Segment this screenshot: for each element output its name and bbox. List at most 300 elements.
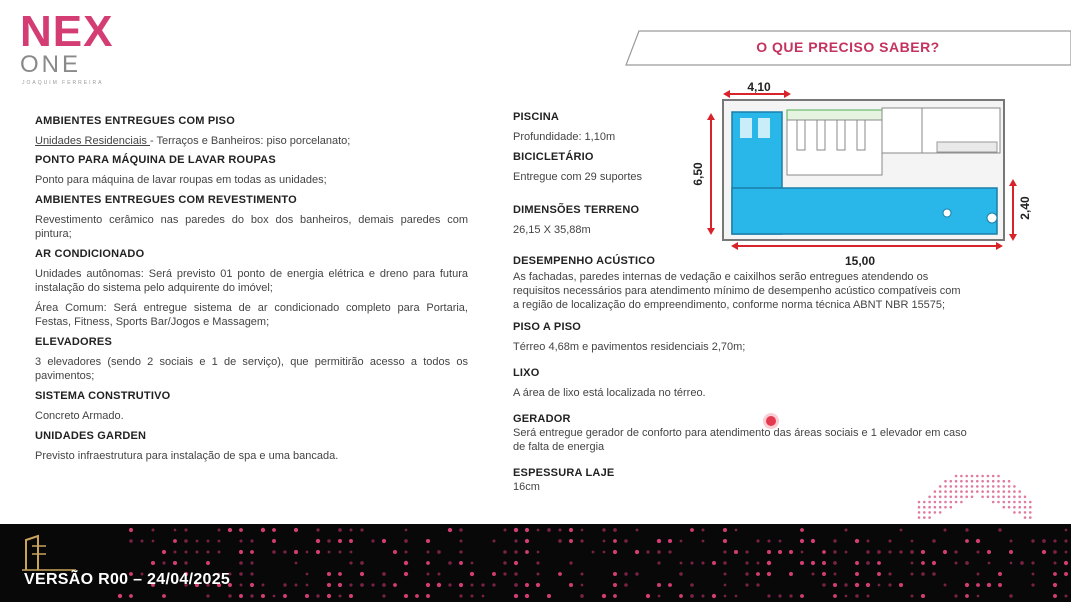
halftone-dot: [603, 540, 606, 543]
halftone-dot: [960, 480, 963, 483]
halftone-dot: [459, 583, 463, 587]
link-unidades-residenciais: Unidades Residenciais: [35, 135, 150, 147]
halftone-dot: [492, 572, 496, 576]
text-elevadores: 3 elevadores (sendo 2 sociais e 1 de serviço), que permitirão acesso a todos os pavimentos;: [35, 356, 468, 382]
halftone-dot: [971, 475, 974, 478]
halftone-dot: [503, 561, 506, 564]
halftone-dot: [525, 583, 529, 587]
halftone-dot: [767, 572, 771, 576]
pool-lounger: [740, 118, 752, 138]
halftone-dot: [1024, 496, 1027, 499]
halftone-dot: [1053, 550, 1057, 554]
halftone-dot: [1018, 496, 1021, 499]
halftone-dot: [460, 540, 463, 543]
halftone-dot: [360, 583, 364, 587]
halftone-dot: [992, 496, 995, 499]
halftone-dot: [833, 583, 837, 587]
halftone-dot: [1065, 551, 1068, 554]
halftone-dot: [250, 561, 253, 564]
halftone-dot: [349, 594, 353, 598]
dim-label-left: 6,50: [692, 162, 705, 186]
halftone-dot: [955, 562, 958, 565]
halftone-dot: [988, 562, 991, 565]
halftone-dot: [657, 550, 661, 554]
heading-ar-condicionado: AR CONDICIONADO: [35, 248, 145, 260]
halftone-dot: [992, 475, 995, 478]
halftone-dot: [349, 561, 352, 564]
halftone-dot: [950, 480, 953, 483]
halftone-dot: [162, 561, 165, 564]
halftone-dot: [877, 572, 881, 576]
halftone-dot: [327, 539, 330, 542]
heading-lixo: LIXO: [513, 367, 540, 379]
halftone-dot: [404, 572, 408, 576]
halftone-dot: [613, 583, 617, 587]
halftone-dot: [1008, 506, 1011, 509]
halftone-dot: [327, 583, 331, 587]
halftone-dot: [987, 475, 990, 478]
halftone-dot: [218, 529, 221, 532]
halftone-dot: [404, 539, 408, 543]
halftone-dot: [944, 506, 947, 509]
halftone-dot: [250, 583, 254, 587]
halftone-dot: [981, 475, 984, 478]
halftone-dot: [789, 550, 793, 554]
halftone-dot: [911, 562, 914, 565]
halftone-dot: [261, 594, 265, 598]
halftone-dot: [918, 511, 921, 514]
halftone-dot: [822, 550, 826, 554]
halftone-dot: [855, 594, 859, 598]
heading-revestimento: AMBIENTES ENTREGUES COM REVESTIMENTO: [35, 194, 297, 206]
halftone-dot: [1003, 480, 1006, 483]
halftone-dot: [976, 583, 980, 587]
halftone-dot: [690, 594, 694, 598]
halftone-dot: [965, 490, 968, 493]
halftone-dot: [723, 550, 726, 553]
halftone-dot: [306, 551, 309, 554]
halftone-dot: [1031, 539, 1034, 542]
halftone-dot: [977, 573, 980, 576]
halftone-dot: [295, 584, 298, 587]
halftone-dot: [316, 594, 319, 597]
text-espessura-laje: 16cm: [513, 481, 540, 493]
halftone-dot: [1008, 480, 1011, 483]
halftone-dot: [992, 490, 995, 493]
halftone-dot: [470, 572, 474, 576]
halftone-dot: [939, 485, 942, 488]
text-gerador: Será entregue gerador de conforto para atendimento das áreas sociais e 1 elevador em caso de falta de energia: [513, 427, 967, 453]
halftone-dot: [866, 561, 870, 565]
halftone-dot: [950, 501, 953, 504]
halftone-dot: [503, 528, 506, 531]
halftone-dot: [613, 572, 617, 576]
halftone-dot: [558, 572, 562, 576]
halftone-dot: [1013, 511, 1016, 514]
decorative-halftone-mark: [915, 472, 1035, 522]
left-column: [35, 114, 468, 463]
halftone-dot: [923, 506, 926, 509]
halftone-dot: [218, 540, 221, 543]
halftone-dot: [141, 540, 144, 543]
halftone-dot: [800, 561, 804, 565]
halftone-dot: [239, 594, 243, 598]
heading-ambientes-piso: AMBIENTES ENTREGUES COM PISO: [35, 115, 235, 127]
halftone-dot: [934, 506, 937, 509]
halftone-dot: [800, 528, 804, 532]
halftone-dot: [934, 501, 937, 504]
halftone-dot: [932, 561, 936, 565]
halftone-dot: [184, 539, 188, 543]
halftone-dot: [624, 572, 627, 575]
halftone-dot: [950, 496, 953, 499]
halftone-dot: [976, 539, 980, 543]
halftone-dot: [503, 572, 506, 575]
halftone-dot: [723, 528, 727, 532]
footer-halftone-pattern: [0, 524, 1071, 602]
halftone-dot: [1009, 594, 1012, 597]
halftone-dot: [1013, 506, 1016, 509]
halftone-dot: [426, 561, 430, 565]
halftone-dot: [834, 573, 837, 576]
halftone-dot: [239, 550, 243, 554]
halftone-dot: [997, 490, 1000, 493]
halftone-dot: [965, 594, 969, 598]
halftone-dot: [822, 583, 825, 586]
footer-company-logo: [20, 534, 80, 574]
halftone-dot: [448, 528, 452, 532]
halftone-dot: [944, 490, 947, 493]
halftone-dot: [932, 539, 936, 543]
halftone-dot: [151, 561, 155, 565]
halftone-dot: [503, 550, 507, 554]
plan-garden-strip: [787, 110, 882, 120]
halftone-dot: [338, 539, 342, 543]
halftone-dot: [668, 583, 672, 587]
halftone-dot: [844, 528, 847, 531]
halftone-dot: [1031, 583, 1034, 586]
halftone-dot: [613, 594, 617, 598]
halftone-dot: [855, 583, 859, 587]
halftone-dot: [950, 506, 953, 509]
halftone-dot: [1029, 511, 1032, 514]
text-ar-unidades: Unidades autônomas: Será previsto 01 ponto de energia elétrica e dreno para futura instalação do sistema pelo adquirente do imóvel;: [35, 268, 468, 294]
halftone-dot: [250, 594, 253, 597]
halftone-dot: [992, 485, 995, 488]
halftone-dot: [1029, 516, 1032, 519]
halftone-dot: [536, 561, 539, 564]
halftone-dot: [965, 528, 968, 531]
halftone-dot: [1013, 490, 1016, 493]
halftone-dot: [195, 550, 198, 553]
halftone-dot: [657, 539, 661, 543]
text-ambientes-piso: [35, 134, 468, 148]
halftone-dot: [152, 529, 155, 532]
halftone-dot: [928, 511, 931, 514]
halftone-dot: [976, 480, 979, 483]
halftone-dot: [756, 583, 759, 586]
halftone-dot: [965, 539, 969, 543]
halftone-dot: [404, 561, 408, 565]
halftone-dot: [415, 594, 419, 598]
halftone-dot: [129, 594, 133, 598]
halftone-dot: [900, 529, 903, 532]
halftone-dot: [129, 528, 133, 532]
plan-room-right: [882, 108, 922, 153]
halftone-dot: [1031, 561, 1034, 564]
halftone-dot: [613, 528, 617, 532]
halftone-dot: [1020, 561, 1024, 565]
halftone-dot: [778, 594, 781, 597]
halftone-dot: [855, 539, 859, 543]
halftone-dot: [536, 572, 539, 575]
halftone-dot: [789, 594, 792, 597]
halftone-dot: [184, 528, 187, 531]
halftone-dot: [580, 594, 584, 598]
halftone-dot: [943, 550, 947, 554]
halftone-dot: [1053, 594, 1057, 598]
halftone-dot: [173, 539, 177, 543]
halftone-dot: [928, 516, 931, 519]
logo-main-text: NEX: [20, 7, 114, 56]
halftone-dot: [971, 480, 974, 483]
halftone-dot: [899, 583, 903, 587]
halftone-dot: [514, 594, 518, 598]
halftone-dot: [283, 583, 286, 586]
halftone-dot: [437, 550, 441, 554]
text-dimensoes-terreno: 26,15 X 35,88m: [513, 224, 591, 236]
halftone-dot: [911, 595, 914, 598]
halftone-dot: [162, 550, 166, 554]
dim-arrow: [1009, 234, 1017, 241]
halftone-dot: [569, 528, 573, 532]
halftone-dot: [1024, 501, 1027, 504]
pool-fixture: [943, 209, 951, 217]
halftone-dot: [250, 550, 254, 554]
halftone-dot: [955, 485, 958, 488]
halftone-dot: [928, 496, 931, 499]
halftone-dot: [1003, 490, 1006, 493]
halftone-dot: [646, 594, 650, 598]
halftone-dot: [328, 551, 331, 554]
halftone-dot: [811, 572, 814, 575]
halftone-dot: [745, 561, 748, 564]
halftone-dot: [250, 572, 253, 575]
halftone-dot: [228, 528, 232, 532]
halftone-dot: [239, 561, 243, 565]
halftone-dot: [525, 539, 529, 543]
halftone-dot: [1013, 501, 1016, 504]
halftone-dot: [724, 584, 727, 587]
halftone-dot: [162, 594, 166, 598]
halftone-dot: [404, 550, 407, 553]
text-piscina: Profundidade: 1,10m: [513, 131, 616, 143]
halftone-dot: [735, 595, 738, 598]
halftone-dot: [580, 572, 583, 575]
halftone-dot: [944, 501, 947, 504]
text-unidades-garden: Previsto infraestrutura para instalação de spa e uma bancada.: [35, 450, 339, 462]
halftone-dot: [382, 572, 386, 576]
dim-arrow: [731, 242, 738, 250]
dim-arrow: [784, 90, 791, 98]
halftone-dot: [272, 539, 276, 543]
halftone-dot: [680, 562, 683, 565]
halftone-dot: [306, 573, 309, 576]
halftone-dot: [918, 501, 921, 504]
halftone-dot: [174, 529, 177, 532]
halftone-dot: [635, 550, 639, 554]
halftone-dot: [735, 529, 738, 532]
halftone-dot: [992, 501, 995, 504]
halftone-dot: [295, 562, 298, 565]
halftone-dot: [1003, 506, 1006, 509]
halftone-dot: [327, 594, 331, 598]
halftone-dot: [581, 584, 584, 587]
halftone-dot: [745, 572, 748, 575]
text-ambientes-piso-detail: - Terraços e Banheiros: piso porcelanato;: [149, 135, 351, 147]
halftone-dot: [690, 528, 694, 532]
logo-tagline: JOAQUIM FERREIRA: [22, 80, 104, 86]
logo-sub-text: ONE: [20, 51, 82, 78]
halftone-dot: [981, 485, 984, 488]
halftone-dot: [965, 561, 969, 565]
halftone-dot: [206, 550, 209, 553]
halftone-dot: [316, 550, 320, 554]
halftone-dot: [712, 561, 716, 565]
halftone-dot: [939, 490, 942, 493]
halftone-dot: [923, 516, 926, 519]
halftone-dot: [217, 550, 220, 553]
halftone-dot: [635, 572, 638, 575]
halftone-dot: [668, 550, 671, 553]
halftone-dot: [316, 539, 320, 543]
halftone-dot: [349, 539, 353, 543]
halftone-dot: [569, 539, 573, 543]
halftone-dot: [822, 561, 826, 565]
halftone-dot: [928, 506, 931, 509]
halftone-dot: [1010, 562, 1013, 565]
halftone-dot: [239, 572, 243, 576]
halftone-dot: [955, 496, 958, 499]
halftone-dot: [569, 583, 573, 587]
halftone-dot: [459, 561, 463, 565]
halftone-dot: [350, 529, 353, 532]
halftone-dot: [603, 551, 606, 554]
halftone-dot: [855, 572, 859, 576]
halftone-dot: [921, 561, 925, 565]
halftone-dot: [724, 595, 727, 598]
halftone-dot: [393, 550, 397, 554]
halftone-dot: [602, 594, 606, 598]
halftone-dot: [801, 551, 804, 554]
pool-horizontal-part: [732, 188, 997, 234]
halftone-dot: [939, 511, 942, 514]
halftone-dot: [492, 539, 495, 542]
halftone-dot: [844, 583, 847, 586]
halftone-dot: [272, 550, 276, 554]
halftone-dot: [899, 550, 902, 553]
text-piso-a-piso: Térreo 4,68m e pavimentos residenciais 2,70m;: [513, 341, 746, 353]
heading-unidades-garden: UNIDADES GARDEN: [35, 430, 147, 442]
halftone-dot: [998, 583, 1002, 587]
halftone-dot: [525, 594, 529, 598]
halftone-dot: [1029, 501, 1032, 504]
halftone-dot: [514, 550, 518, 554]
halftone-dot: [921, 550, 925, 554]
halftone-dot: [923, 511, 926, 514]
dim-arrow: [996, 242, 1003, 250]
halftone-dot: [778, 550, 782, 554]
halftone-dot: [867, 595, 870, 598]
halftone-dot: [1032, 573, 1035, 576]
halftone-dot: [800, 539, 804, 543]
halftone-dot: [960, 485, 963, 488]
halftone-dot: [206, 594, 209, 597]
halftone-dot: [558, 539, 562, 543]
text-maquina: Ponto para máquina de lavar roupas em todas as unidades;: [35, 174, 327, 186]
halftone-dot: [1008, 485, 1011, 488]
halftone-dot: [1018, 490, 1021, 493]
halftone-dot: [1003, 485, 1006, 488]
halftone-dot: [602, 528, 605, 531]
halftone-dot: [767, 561, 771, 565]
halftone-dot: [1053, 572, 1057, 576]
halftone-dot: [976, 490, 979, 493]
text-bicicletario: Entregue com 29 suportes: [513, 171, 643, 183]
halftone-dot: [997, 475, 1000, 478]
heading-desempenho-acustico: DESEMPENHO ACÚSTICO: [513, 255, 656, 267]
halftone-dot: [934, 496, 937, 499]
halftone-dot: [1053, 561, 1056, 564]
halftone-dot: [888, 550, 891, 553]
halftone-dot: [404, 594, 408, 598]
halftone-dot: [756, 539, 759, 542]
brand-logo: [20, 7, 140, 90]
halftone-dot: [944, 485, 947, 488]
halftone-dot: [939, 496, 942, 499]
halftone-dot: [240, 584, 243, 587]
halftone-dot: [997, 485, 1000, 488]
halftone-dot: [294, 528, 298, 532]
halftone-dot: [877, 550, 881, 554]
halftone-dot: [921, 572, 925, 576]
halftone-dot: [998, 572, 1002, 576]
halftone-dot: [866, 550, 870, 554]
halftone-dot: [965, 583, 969, 587]
page-title: O QUE PRECISO SABER?: [756, 39, 940, 55]
halftone-dot: [207, 540, 210, 543]
halftone-dot: [514, 539, 517, 542]
halftone-dot: [878, 584, 881, 587]
halftone-dot: [448, 583, 451, 586]
halftone-dot: [723, 539, 727, 543]
halftone-dot: [1008, 490, 1011, 493]
halftone-dot: [866, 583, 870, 587]
heading-elevadores: ELEVADORES: [35, 336, 112, 348]
halftone-dot: [867, 540, 870, 543]
halftone-dot: [877, 561, 881, 565]
halftone-dot: [371, 583, 374, 586]
halftone-dot: [1018, 511, 1021, 514]
dim-arrow: [707, 113, 715, 120]
halftone-dot: [152, 540, 155, 543]
halftone-dot: [206, 561, 210, 565]
heading-bicicletario: BICICLETÁRIO: [513, 151, 594, 163]
halftone-dot: [800, 594, 804, 598]
halftone-dot: [514, 528, 518, 532]
halftone-dot: [514, 583, 518, 587]
halftone-dot: [657, 583, 661, 587]
